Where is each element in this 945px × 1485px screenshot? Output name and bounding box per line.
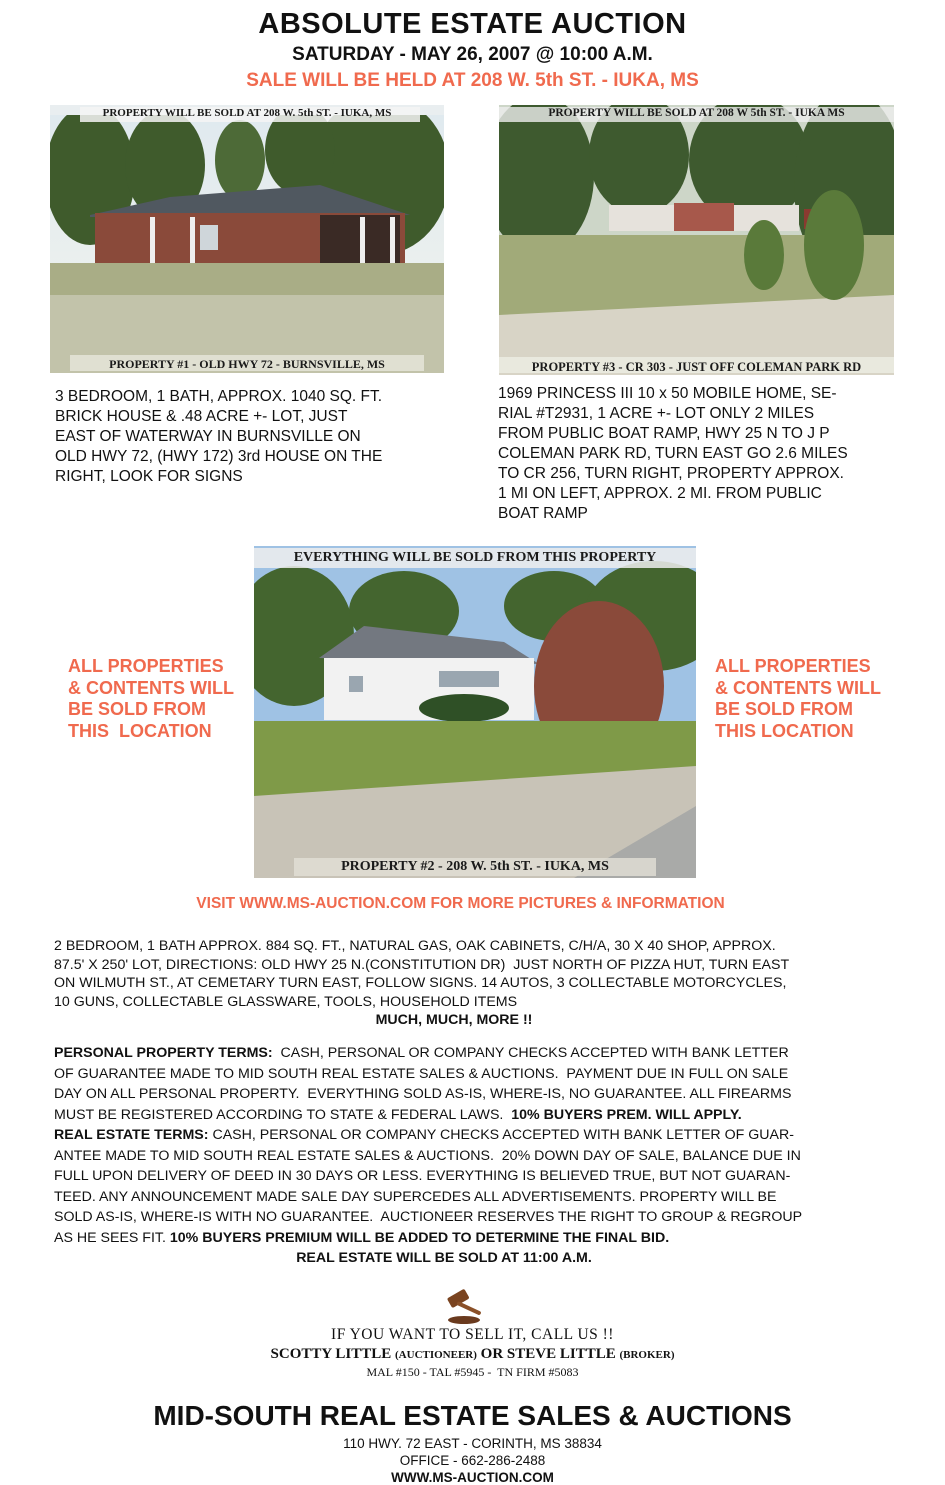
property-3-banner: PROPERTY WILL BE SOLD AT 208 W 5th ST. - IUKA MS — [548, 107, 845, 119]
property-3-line: TO CR 256, TURN RIGHT, PROPERTY APPROX. — [498, 465, 844, 482]
property-3-photo — [499, 105, 894, 375]
real-estate-terms-line: TEED. ANY ANNOUNCEMENT MADE SALE DAY SUPERCEDES ALL ADVERTISEMENTS. PROPERTY WILL BE — [54, 1188, 777, 1205]
personal-terms-line: DAY ON ALL PERSONAL PROPERTY. EVERYTHING SOLD AS-IS, WHERE-IS, NO GUARANTEE. ALL FIREARMS — [54, 1086, 792, 1102]
personal-terms-text: CASH, PERSONAL OR COMPANY CHECKS ACCEPTED WITH BANK LETTER — [272, 1045, 789, 1061]
real-estate-terms-premium: 10% BUYERS PREMIUM WILL BE ADDED TO DETERMINE THE FINAL BID. — [169, 1229, 670, 1246]
side-note-line: THIS LOCATION — [715, 720, 854, 741]
property-3-line: COLEMAN PARK RD, TURN EAST GO 2.6 MILES — [498, 445, 848, 462]
details-line: 87.5' X 250' LOT, DIRECTIONS: OLD HWY 25 N.(CONSTITUTION DR) JUST NORTH OF PIZZA HUT, TURN EAST — [54, 956, 790, 973]
property-1-caption: PROPERTY #1 - OLD HWY 72 - BURNSVILLE, MS — [109, 357, 385, 371]
side-note-line: & CONTENTS WILL — [715, 677, 881, 698]
property-3-line: 1969 PRINCESS III 10 x 50 MOBILE HOME, SE- — [498, 385, 837, 402]
details-line: 2 BEDROOM, 1 BATH APPROX. 884 SQ. FT., NATURAL GAS, OAK CABINETS, C/H/A, 30 X 40 SHOP, APPROX. — [54, 938, 776, 954]
side-note-right — [715, 656, 905, 742]
broker-role: (BROKER) — [619, 1349, 675, 1361]
real-estate-terms-line: FULL UPON DELIVERY OF DEED IN 30 DAYS OR LESS. EVERYTHING IS BELIEVED TRUE, BUT NOT GUARAN- — [54, 1168, 791, 1184]
side-note-line: ALL PROPERTIES — [715, 656, 871, 676]
license-numbers: MAL #150 - TAL #5945 - TN FIRM #5083 — [366, 1365, 579, 1379]
much-more: MUCH, MUCH, MORE !! — [375, 1012, 533, 1028]
company-address: 110 HWY. 72 EAST - CORINTH, MS 38834 — [343, 1436, 602, 1451]
gavel-icon — [442, 1287, 488, 1330]
property-1-line: EAST OF WATERWAY IN BURNSVILLE ON — [55, 428, 361, 445]
property-1-line: OLD HWY 72, (HWY 172) 3rd HOUSE ON THE — [55, 448, 383, 465]
real-estate-terms-text: CASH, PERSONAL OR COMPANY CHECKS ACCEPTED WITH BANK LETTER OF GUAR- — [208, 1127, 794, 1143]
side-note-line: ALL PROPERTIES — [68, 656, 224, 676]
side-note-line: & CONTENTS WILL — [68, 677, 234, 698]
real-estate-terms-line: ANTEE MADE TO MID SOUTH REAL ESTATE SALES & AUCTIONS. 20% DOWN DAY OF SALE, BALANCE DUE IN — [54, 1147, 801, 1164]
auctioneer-name: SCOTTY LITTLE — [270, 1346, 392, 1362]
auctioneer-role: (AUCTIONEER) — [395, 1349, 477, 1361]
property-1-banner: PROPERTY WILL BE SOLD AT 208 W. 5th ST. - IUKA, MS — [102, 107, 392, 119]
property-1-line: 3 BEDROOM, 1 BATH, APPROX. 1040 SQ. FT. — [55, 388, 383, 405]
property-3-description — [498, 384, 898, 524]
company-phone: OFFICE - 662-286-2488 — [399, 1453, 546, 1468]
property-2-caption: PROPERTY #2 - 208 W. 5th ST. - IUKA, MS — [341, 859, 609, 874]
auction-date: SATURDAY - MAY 26, 2007 @ 10:00 A.M. — [292, 44, 653, 65]
property-1-line: BRICK HOUSE & .48 ACRE +- LOT, JUST — [55, 408, 348, 425]
property-1-photo — [50, 105, 444, 373]
property-3-line: BOAT RAMP — [498, 505, 588, 522]
personal-terms-heading: PERSONAL PROPERTY TERMS: — [54, 1045, 273, 1061]
side-note-line: BE SOLD FROM — [68, 699, 206, 719]
company-website[interactable]: WWW.MS-AUCTION.COM — [391, 1470, 554, 1485]
side-note-line: THIS LOCATION — [68, 720, 212, 741]
property-2-photo — [254, 546, 696, 878]
property-1-line: RIGHT, LOOK FOR SIGNS — [55, 468, 243, 485]
company-name: MID-SOUTH REAL ESTATE SALES & AUCTIONS — [153, 1400, 792, 1431]
page-title: ABSOLUTE ESTATE AUCTION — [258, 8, 687, 40]
details-line: 10 GUNS, COLLECTABLE GLASSWARE, TOOLS, HOUSEHOLD ITEMS — [54, 993, 518, 1010]
contact-tagline: IF YOU WANT TO SELL IT, CALL US !! — [331, 1326, 614, 1343]
real-estate-terms-heading: REAL ESTATE TERMS: — [54, 1127, 209, 1143]
real-estate-sale-time: REAL ESTATE WILL BE SOLD AT 11:00 A.M. — [296, 1250, 592, 1266]
real-estate-terms-text: AS HE SEES FIT. — [54, 1229, 170, 1246]
property-2-banner: EVERYTHING WILL BE SOLD FROM THIS PROPERTY — [293, 550, 657, 565]
property-3-line: 1 MI ON LEFT, APPROX. 2 MI. FROM PUBLIC — [498, 485, 822, 502]
broker-name: STEVE LITTLE — [506, 1346, 616, 1362]
real-estate-terms-line: SOLD AS-IS, WHERE-IS WITH NO GUARANTEE. AUCTIONEER RESERVES THE RIGHT TO GROUP & REGROUP — [54, 1209, 803, 1225]
side-note-line: BE SOLD FROM — [715, 699, 853, 719]
personal-terms-text: MUST BE REGISTERED ACCORDING TO STATE & FEDERAL LAWS. — [54, 1106, 512, 1123]
details-line: ON WILMUTH ST., AT CEMETARY TURN EAST, FOLLOW SIGNS. 14 AUTOS, 3 COLLECTABLE MOTORCYCLES, — [54, 975, 787, 991]
contact-names — [0, 1346, 945, 1363]
contact-or: OR — [480, 1346, 504, 1362]
terms-section — [54, 1043, 894, 1269]
visit-website-note: VISIT WWW.MS-AUCTION.COM FOR MORE PICTURES & INFORMATION — [196, 895, 725, 912]
personal-terms-line: OF GUARANTEE MADE TO MID SOUTH REAL ESTATE SALES & AUCTIONS. PAYMENT DUE IN FULL ON SALE — [54, 1065, 789, 1082]
property-3-line: FROM PUBLIC BOAT RAMP, HWY 25 N TO J P — [498, 425, 830, 442]
sale-location: SALE WILL BE HELD AT 208 W. 5th ST. - IUKA, MS — [246, 70, 699, 91]
property-3-line: RIAL #T2931, 1 ACRE +- LOT ONLY 2 MILES — [498, 405, 815, 422]
property-3-caption: PROPERTY #3 - CR 303 - JUST OFF COLEMAN PARK RD — [531, 360, 862, 374]
property-1-description — [55, 387, 455, 487]
personal-terms-premium: 10% BUYERS PREM. WILL APPLY. — [511, 1106, 742, 1123]
property-2-details — [54, 937, 894, 1030]
side-note-left — [68, 656, 248, 742]
